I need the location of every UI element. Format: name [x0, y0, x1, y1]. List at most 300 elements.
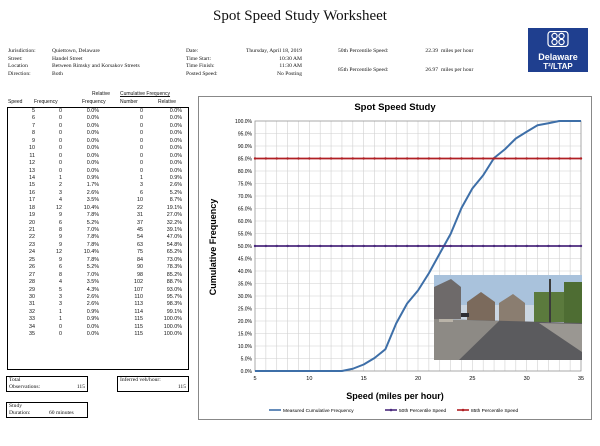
jurisdiction-label: Jurisdiction: [8, 48, 36, 54]
chart-legend [269, 408, 519, 414]
series-point-2 [569, 157, 571, 159]
cum-number-cell: 0 [140, 137, 143, 144]
cum-relative-cell: 47.0% [166, 234, 182, 241]
total-label-1: Total [9, 377, 21, 383]
frequency-cell: 6 [59, 219, 62, 226]
series-point-1 [384, 245, 386, 247]
table-row [8, 309, 188, 316]
cum-number-cell: 63 [137, 241, 143, 248]
series-point-2 [493, 157, 495, 159]
location-label: Location [8, 63, 28, 70]
cum-relative-cell: 73.0% [166, 256, 182, 263]
cum-number-cell: 0 [140, 145, 143, 152]
cum-relative-cell: 85.2% [166, 271, 182, 278]
table-row [8, 190, 188, 197]
table-row [8, 324, 188, 331]
cum-relative-cell: 0.0% [169, 160, 182, 167]
rel-frequency-cell: 1.7% [86, 182, 99, 189]
series-point-2 [373, 157, 375, 159]
frequency-cell: 0 [59, 130, 62, 137]
legend-marker-2 [462, 409, 465, 412]
cum-number-cell: 90 [137, 264, 143, 271]
series-point-1 [580, 245, 582, 247]
speed-cell: 11 [29, 152, 35, 159]
speed-cell: 13 [29, 167, 35, 174]
cum-relative-cell: 0.0% [169, 152, 182, 159]
rel-frequency-cell: 7.8% [86, 212, 99, 219]
series-point-2 [449, 157, 451, 159]
legend-label-1: 50th Percentile Speed [399, 408, 447, 414]
location-value: Between Rimsky and Korsakov Streets [52, 63, 140, 70]
frequency-cell: 9 [59, 212, 62, 219]
frequency-cell: 9 [59, 234, 62, 241]
frequency-cell: 4 [59, 197, 62, 204]
p85-label: 85th Percentile Speed: [338, 67, 389, 73]
time-finish-value: 11:30 AM [279, 63, 302, 70]
speed-cell: 25 [29, 256, 35, 263]
p50-unit: miles per hour [441, 48, 474, 54]
rel-frequency-cell: 0.0% [86, 323, 99, 330]
table-row [8, 220, 188, 227]
series-point-2 [580, 157, 582, 159]
delaware-ltap-logo-icon [547, 31, 569, 47]
total-observations-box [6, 376, 88, 392]
col-frequency-header: Frequency [34, 99, 58, 105]
street-label: Street: [8, 55, 23, 62]
date-value: Thursday, April 18, 2019 [245, 48, 302, 54]
cum-number-cell: 3 [140, 182, 143, 189]
series-point-1 [493, 245, 495, 247]
posted-speed-label: Posted Speed: [186, 70, 218, 77]
series-point-1 [395, 245, 397, 247]
legend-label-0: Measured Cumulative Frequency [283, 408, 354, 414]
p50-value: 22.39 [425, 48, 438, 54]
table-row [8, 138, 188, 145]
table-row [8, 115, 188, 122]
cum-relative-cell: 19.1% [166, 204, 182, 211]
series-point-1 [536, 245, 538, 247]
speed-cell: 28 [29, 279, 35, 286]
delaware-ltap-logo [528, 28, 588, 72]
total-label-2: Observations: [9, 384, 41, 390]
time-start-label: Time Start: [186, 55, 212, 62]
y-tick-label: 100.0% [235, 118, 252, 125]
series-point-1 [373, 245, 375, 247]
cum-number-cell: 0 [140, 122, 143, 129]
speed-cell: 24 [29, 249, 35, 256]
col-number-header: Number [120, 99, 138, 105]
series-point-2 [254, 157, 256, 159]
rel-frequency-cell: 7.0% [86, 227, 99, 233]
rel-frequency-cell: 0.0% [86, 115, 99, 122]
speed-table [7, 107, 189, 370]
y-tick-label: 30.0% [237, 293, 252, 300]
time-start-value: 10:30 AM [279, 55, 302, 62]
series-point-1 [460, 245, 462, 247]
y-tick-label: 90.0% [237, 143, 252, 150]
inferred-value: 115 [177, 384, 186, 390]
frequency-cell: 9 [59, 256, 62, 263]
table-row [8, 197, 188, 204]
speed-cell: 18 [29, 204, 35, 211]
rel-frequency-cell: 10.4% [83, 204, 99, 211]
percentile-85 [338, 67, 473, 75]
total-value: 115 [76, 384, 85, 390]
duration-value: 60 minutes [49, 410, 74, 416]
speed-cell: 34 [29, 323, 35, 330]
cum-relative-cell: 0.9% [169, 174, 182, 181]
spot-speed-chart [198, 96, 592, 420]
col-speed-header: Speed [8, 99, 23, 105]
series-point-2 [384, 157, 386, 159]
cum-relative-cell: 78.3% [166, 264, 182, 271]
y-tick-label: 95.0% [237, 131, 252, 138]
y-tick-label: 20.0% [237, 318, 252, 325]
series-point-2 [341, 157, 343, 159]
speed-cell: 9 [32, 137, 35, 144]
cum-number-cell: 98 [137, 271, 143, 278]
cum-relative-cell: 100.0% [163, 316, 182, 323]
series-point-2 [525, 157, 527, 159]
street-photo [434, 275, 582, 360]
x-tick-label: 35 [577, 376, 585, 382]
table-row [8, 264, 188, 271]
series-point-2 [308, 157, 310, 159]
frequency-cell: 0 [59, 145, 62, 152]
series-point-1 [352, 245, 354, 247]
series-point-1 [525, 245, 527, 247]
cum-number-cell: 0 [140, 130, 143, 137]
cum-number-cell: 0 [140, 152, 143, 159]
percentile-50 [338, 48, 473, 56]
series-point-1 [417, 245, 419, 247]
frequency-cell: 5 [59, 286, 62, 293]
cum-number-cell: 22 [137, 204, 143, 211]
series-point-1 [428, 245, 430, 247]
cum-number-cell: 10 [137, 197, 143, 204]
series-point-1 [471, 245, 473, 247]
series-point-2 [406, 157, 408, 159]
table-row [8, 160, 188, 167]
duration-label-1: Study [9, 403, 23, 409]
series-point-1 [515, 245, 517, 247]
frequency-cell: 12 [56, 249, 62, 256]
cum-relative-cell: 32.2% [166, 219, 182, 226]
cum-relative-cell: 100.0% [163, 323, 182, 330]
info-middle [186, 48, 302, 78]
legend-marker-1 [390, 409, 393, 412]
speed-cell: 35 [29, 331, 35, 338]
x-tick-label: 20 [414, 376, 422, 382]
series-point-1 [547, 245, 549, 247]
y-tick-label: 85.0% [237, 156, 252, 163]
posted-speed-value: No Posting [276, 70, 302, 77]
series-point-1 [341, 245, 343, 247]
table-row [8, 294, 188, 301]
rel-frequency-cell: 0.0% [86, 122, 99, 129]
speed-cell: 31 [29, 301, 35, 308]
page-title: Spot Speed Study Worksheet [213, 8, 387, 24]
cum-relative-cell: 93.0% [166, 286, 182, 293]
y-tick-label: 70.0% [237, 193, 252, 200]
chart-ylabel: Cumulative Frequency [208, 198, 218, 296]
legend-label-2: 85th Percentile Speed [471, 408, 519, 414]
cum-number-cell: 1 [140, 174, 143, 181]
cum-relative-cell: 0.0% [169, 122, 182, 129]
y-tick-label: 55.0% [237, 231, 252, 238]
cum-relative-cell: 0.0% [169, 130, 182, 137]
frequency-cell: 0 [59, 108, 62, 114]
y-tick-label: 0.0% [240, 368, 252, 375]
table-row [8, 227, 188, 234]
table-row [8, 316, 188, 323]
y-tick-label: 25.0% [237, 306, 252, 313]
frequency-cell: 8 [59, 227, 62, 233]
time-finish-label: Time Finish: [186, 63, 215, 70]
table-row [8, 145, 188, 152]
rel-frequency-cell: 5.2% [86, 264, 99, 271]
speed-cell: 8 [32, 130, 35, 137]
frequency-cell: 1 [59, 316, 62, 323]
y-tick-label: 45.0% [237, 256, 252, 263]
frequency-cell: 3 [59, 301, 62, 308]
series-point-1 [297, 245, 299, 247]
speed-cell: 5 [32, 108, 35, 114]
series-point-2 [504, 157, 506, 159]
p85-unit: miles per hour [441, 67, 474, 73]
table-row [8, 123, 188, 130]
series-point-1 [406, 245, 408, 247]
x-tick-label: 15 [360, 376, 367, 382]
col-rel-frequency-header: Frequency [82, 99, 106, 105]
cum-number-cell: 75 [137, 249, 143, 256]
table-header [8, 91, 188, 107]
rel-frequency-cell: 0.0% [86, 108, 99, 114]
speed-cell: 32 [29, 308, 35, 315]
series-point-2 [362, 157, 364, 159]
rel-frequency-cell: 3.5% [86, 197, 99, 204]
cum-relative-cell: 98.3% [166, 301, 182, 308]
frequency-cell: 0 [59, 160, 62, 167]
speed-cell: 16 [29, 189, 35, 196]
series-point-2 [547, 157, 549, 159]
series-point-2 [330, 157, 332, 159]
cum-relative-cell: 65.2% [166, 249, 182, 256]
speed-cell: 30 [29, 293, 35, 300]
table-row [8, 130, 188, 137]
cum-number-cell: 107 [134, 286, 143, 293]
rel-frequency-cell: 0.0% [86, 167, 99, 174]
table-row [8, 182, 188, 189]
frequency-cell: 3 [59, 293, 62, 300]
series-point-2 [471, 157, 473, 159]
rel-frequency-cell: 5.2% [86, 219, 99, 226]
direction-value: Both [52, 70, 63, 77]
rel-frequency-cell: 0.0% [86, 145, 99, 152]
table-row [8, 249, 188, 256]
table-row [8, 205, 188, 212]
rel-frequency-cell: 0.0% [86, 137, 99, 144]
cum-number-cell: 110 [134, 293, 143, 300]
frequency-cell: 0 [59, 331, 62, 338]
frequency-cell: 0 [59, 122, 62, 129]
rel-frequency-cell: 2.6% [86, 301, 99, 308]
y-tick-label: 60.0% [237, 218, 252, 225]
series-point-2 [482, 157, 484, 159]
y-tick-label: 80.0% [237, 168, 252, 175]
cum-number-cell: 37 [137, 219, 143, 226]
table-row [8, 279, 188, 286]
speed-cell: 26 [29, 264, 35, 271]
x-tick-label: 5 [253, 376, 257, 382]
cum-relative-cell: 0.0% [169, 167, 182, 174]
logo-line2: T²/LTAP [543, 62, 573, 71]
cum-relative-cell: 8.7% [169, 197, 182, 204]
x-tick-label: 30 [523, 376, 530, 382]
rel-frequency-cell: 0.0% [86, 160, 99, 167]
x-tick-labels [253, 376, 584, 382]
rel-frequency-cell: 7.0% [86, 271, 99, 278]
speed-cell: 20 [29, 219, 35, 226]
series-point-2 [395, 157, 397, 159]
street-value: Handel Street [52, 55, 83, 62]
y-tick-label: 65.0% [237, 206, 252, 213]
table-row [8, 108, 188, 115]
table-row [8, 257, 188, 264]
series-point-2 [286, 157, 288, 159]
p85-value: 26.97 [425, 67, 438, 73]
table-row [8, 242, 188, 249]
series-point-1 [308, 245, 310, 247]
series-point-1 [439, 245, 441, 247]
cum-relative-cell: 5.2% [169, 189, 182, 196]
series-point-2 [428, 157, 430, 159]
speed-cell: 27 [29, 271, 35, 278]
series-point-1 [286, 245, 288, 247]
speed-cell: 12 [29, 160, 35, 167]
p50-label: 50th Percentile Speed: [338, 48, 389, 54]
x-tick-label: 25 [469, 376, 476, 382]
info-left [8, 48, 140, 78]
cum-number-cell: 6 [140, 189, 143, 196]
series-point-1 [449, 245, 451, 247]
cum-relative-cell: 39.1% [166, 227, 182, 233]
series-point-1 [482, 245, 484, 247]
frequency-cell: 0 [59, 152, 62, 159]
frequency-cell: 3 [59, 189, 62, 196]
series-point-2 [276, 157, 278, 159]
cum-relative-cell: 100.0% [163, 331, 182, 338]
cum-relative-cell: 95.7% [166, 293, 182, 300]
group-cumulative-label: Cumulative Frequency [120, 91, 171, 97]
rel-frequency-cell: 7.8% [86, 241, 99, 248]
cum-number-cell: 0 [140, 160, 143, 167]
chart-xlabel: Speed (miles per hour) [346, 391, 444, 401]
series-point-2 [417, 157, 419, 159]
frequency-cell: 0 [59, 167, 62, 174]
logo-line1: Delaware [538, 52, 578, 62]
cum-number-cell: 115 [134, 316, 143, 323]
cum-relative-cell: 2.6% [169, 182, 182, 189]
rel-frequency-cell: 2.6% [86, 293, 99, 300]
series-point-2 [265, 157, 267, 159]
speed-cell: 33 [29, 316, 35, 323]
series-point-1 [362, 245, 364, 247]
frequency-cell: 0 [59, 323, 62, 330]
cum-number-cell: 114 [134, 308, 143, 315]
table-row [8, 272, 188, 279]
speed-cell: 29 [29, 286, 35, 293]
table-row [8, 301, 188, 308]
cum-number-cell: 113 [134, 301, 143, 308]
cum-relative-cell: 0.0% [169, 145, 182, 152]
y-tick-label: 50.0% [237, 243, 252, 250]
frequency-cell: 4 [59, 279, 62, 286]
speed-cell: 10 [29, 145, 35, 152]
cum-relative-cell: 54.8% [166, 241, 182, 248]
cum-number-cell: 115 [134, 331, 143, 338]
y-tick-label: 5.0% [240, 356, 252, 363]
series-point-2 [297, 157, 299, 159]
duration-label-2: Duration: [9, 410, 31, 416]
rel-frequency-cell: 0.9% [86, 174, 99, 181]
table-row [8, 287, 188, 294]
group-relative-label: Relative [92, 91, 111, 97]
cum-number-cell: 31 [137, 212, 143, 219]
cum-relative-cell: 88.7% [166, 279, 182, 286]
series-point-1 [276, 245, 278, 247]
cum-number-cell: 54 [137, 234, 143, 241]
rel-frequency-cell: 4.3% [86, 286, 99, 293]
rel-frequency-cell: 0.9% [86, 308, 99, 315]
chart-title: Spot Speed Study [354, 102, 436, 113]
rel-frequency-cell: 2.6% [86, 189, 99, 196]
series-point-2 [352, 157, 354, 159]
rel-frequency-cell: 7.8% [86, 256, 99, 263]
frequency-cell: 6 [59, 264, 62, 271]
table-row [8, 234, 188, 241]
y-tick-label: 10.0% [237, 343, 252, 350]
series-point-2 [460, 157, 462, 159]
study-duration-box [6, 402, 88, 418]
series-point-1 [504, 245, 506, 247]
series-point-2 [515, 157, 517, 159]
col-relative-header: Relative [158, 99, 177, 105]
x-tick-label: 10 [306, 376, 313, 382]
inferred-veh-box [117, 376, 189, 392]
cum-number-cell: 84 [137, 256, 143, 263]
table-row [8, 212, 188, 219]
frequency-cell: 1 [59, 174, 62, 181]
cum-number-cell: 0 [140, 108, 143, 114]
cum-relative-cell: 0.0% [169, 137, 182, 144]
rel-frequency-cell: 0.0% [86, 130, 99, 137]
frequency-cell: 1 [59, 308, 62, 315]
table-row [8, 175, 188, 182]
y-tick-label: 35.0% [237, 281, 252, 288]
speed-cell: 21 [29, 227, 35, 233]
y-tick-labels [235, 119, 253, 375]
series-point-1 [558, 245, 560, 247]
cum-relative-cell: 0.0% [169, 115, 182, 122]
series-point-2 [558, 157, 560, 159]
frequency-cell: 9 [59, 241, 62, 248]
speed-cell: 17 [29, 197, 35, 204]
series-point-1 [265, 245, 267, 247]
speed-cell: 14 [29, 174, 35, 181]
table-row [8, 153, 188, 160]
cum-number-cell: 102 [134, 279, 143, 286]
